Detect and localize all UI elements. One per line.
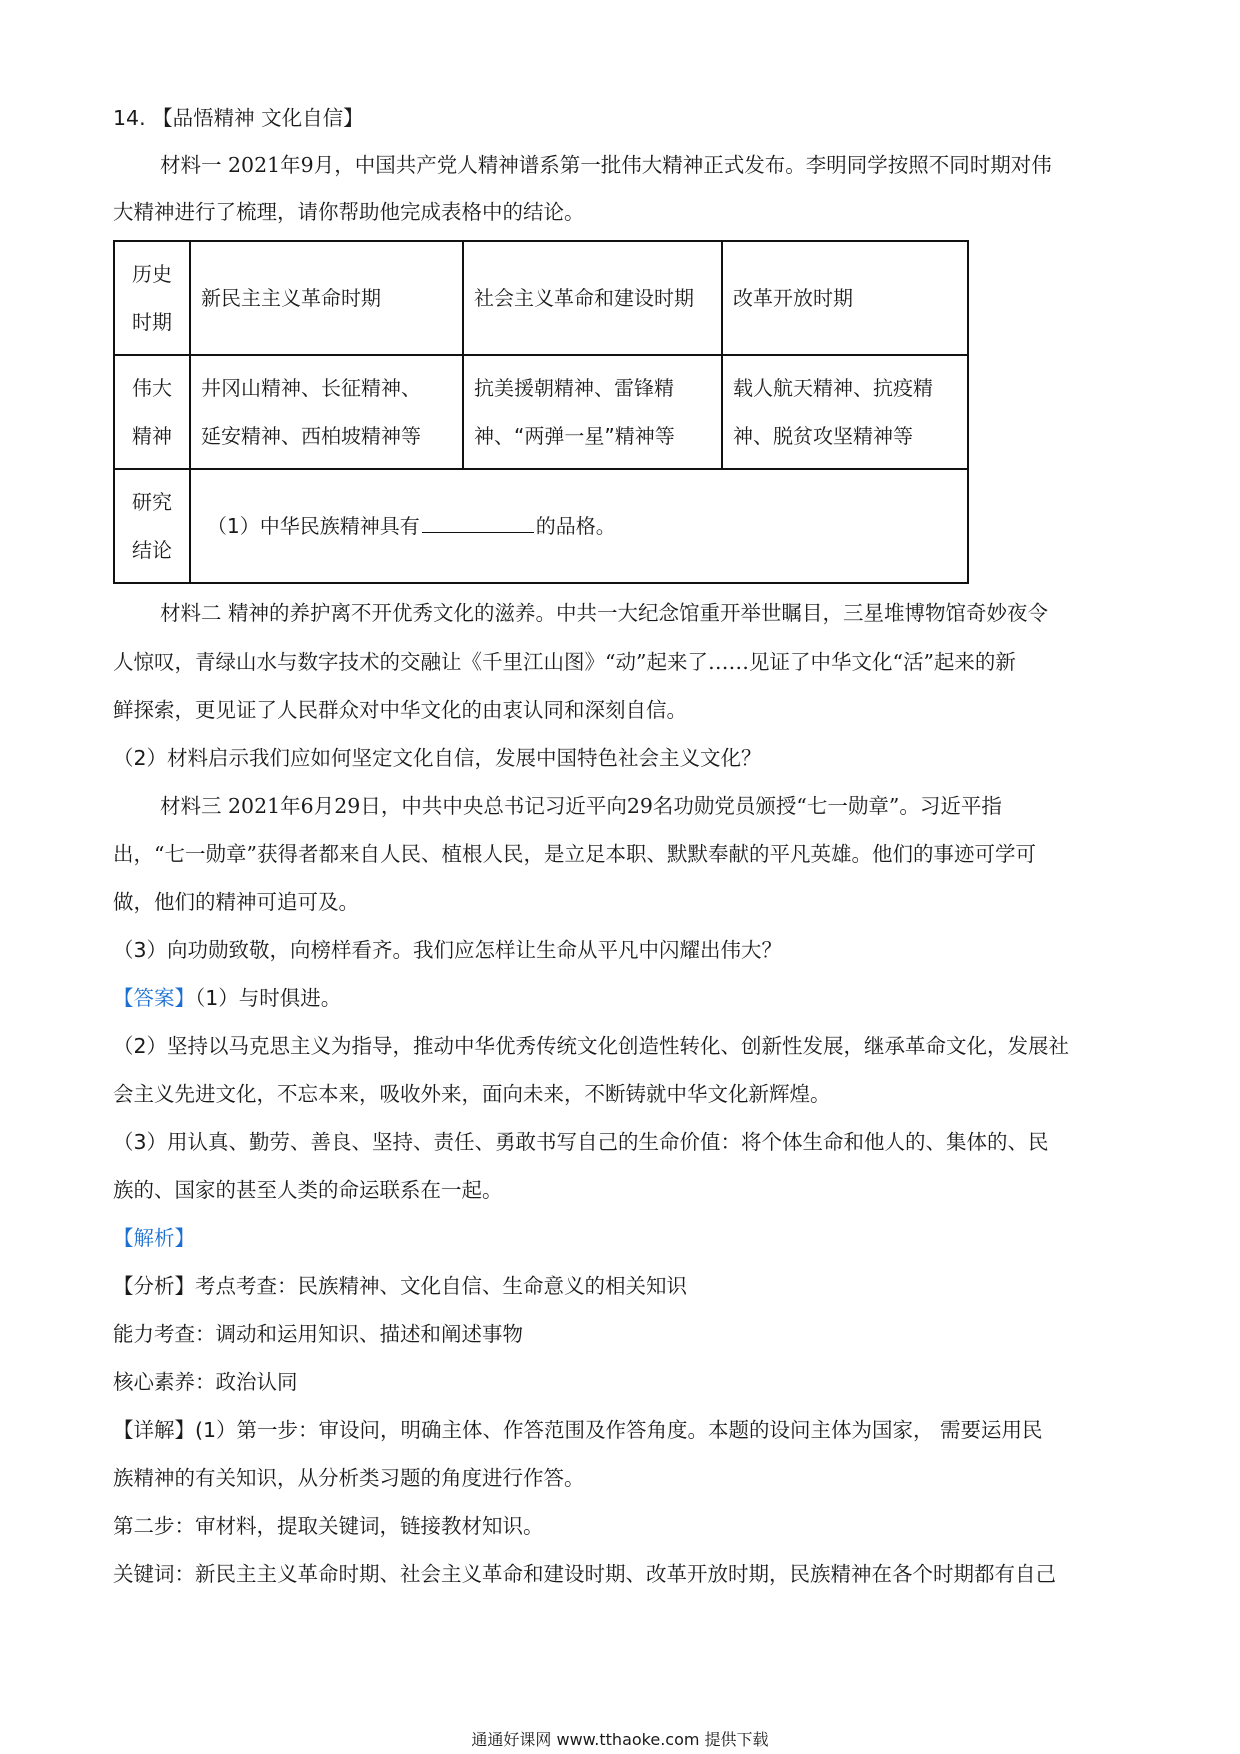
analysis-step2: 第二步：审材料，提取关键词，链接教材知识。 bbox=[113, 1514, 544, 1538]
conclusion-text: 的品格。 bbox=[535, 514, 616, 538]
table-row bbox=[114, 469, 968, 583]
page-footer: 通通好课网 www.tthaoke.com 提供下载 bbox=[471, 1730, 769, 1749]
analysis-literacy: 核心素养：政治认同 bbox=[113, 1370, 298, 1394]
table-row bbox=[114, 355, 968, 469]
answer-2-line2: 会主义先进文化，不忘本来，吸收外来，面向未来，不断铸就中华文化新辉煌。 bbox=[113, 1082, 831, 1106]
material3-line3: 做，他们的精神可追可及。 bbox=[113, 890, 359, 914]
table-row-header bbox=[114, 241, 190, 355]
answer-label: 【答案】 bbox=[113, 986, 195, 1010]
header-text: 时期 bbox=[132, 310, 172, 334]
analysis-ability: 能力考查：调动和运用知识、描述和阐述事物 bbox=[113, 1322, 523, 1346]
answer-blank bbox=[422, 510, 534, 533]
cell-text: 载人航天精神、抗疫精 bbox=[733, 376, 933, 400]
cell-text: 神、“两弹一星”精神等 bbox=[474, 424, 675, 448]
question-3: （3）向功勋致敬，向榜样看齐。我们应怎样让生命从平凡中闪耀出伟大？ bbox=[113, 938, 783, 962]
table-cell bbox=[190, 355, 463, 469]
material3-line1: 材料三 2021年6月29日，中共中央总书记习近平向29名功勋党员颁授“七一勋章”。习近平指 bbox=[160, 794, 1002, 818]
table-cell bbox=[722, 355, 968, 469]
table-cell bbox=[463, 355, 722, 469]
answer-2-line1: （2）坚持以马克思主义为指导，推动中华优秀传统文化创造性转化、创新性发展，继承革命文化，发展社 bbox=[113, 1034, 1070, 1058]
analysis-keywords: 关键词：新民主主义革命时期、社会主义革命和建设时期、改革开放时期，民族精神在各个时期都有自己 bbox=[113, 1562, 1056, 1586]
material1-line2: 大精神进行了梳理，请你帮助他完成表格中的结论。 bbox=[113, 200, 585, 224]
header-text: 精神 bbox=[132, 424, 172, 448]
analysis-fenxi: 【分析】考点考查：民族精神、文化自信、生命意义的相关知识 bbox=[113, 1274, 687, 1298]
answer-1: （1）与时俱进。 bbox=[195, 986, 342, 1010]
material2-line3: 鲜探索，更见证了人民群众对中华文化的由衷认同和深刻自信。 bbox=[113, 698, 687, 722]
answer-line1 bbox=[113, 983, 341, 1013]
cell-text: 井冈山精神、长征精神、 bbox=[201, 376, 421, 400]
table-cell: 改革开放时期 bbox=[722, 241, 968, 355]
table-row-header bbox=[114, 469, 190, 583]
material2-line2: 人惊叹，青绿山水与数字技术的交融让《千里江山图》“动”起来了……见证了中华文化“活”起来的新 bbox=[113, 650, 1016, 674]
material1-line1: 材料一 2021年9月，中国共产党人精神谱系第一批伟大精神正式发布。李明同学按照不同时期对伟 bbox=[160, 153, 1052, 177]
table-cell: 新民主主义革命时期 bbox=[190, 241, 463, 355]
cell-text: 抗美援朝精神、雷锋精 bbox=[474, 376, 674, 400]
table-cell: 社会主义革命和建设时期 bbox=[463, 241, 722, 355]
cell-text: 延安精神、西柏坡精神等 bbox=[201, 424, 421, 448]
material3-line2: 出，“七一勋章”获得者都来自人民、植根人民，是立足本职、默默奉献的平凡英雄。他们的事迹可学可 bbox=[113, 842, 1036, 866]
header-text: 研究 bbox=[132, 490, 172, 514]
cell-text: 神、脱贫攻坚精神等 bbox=[733, 424, 913, 448]
question-title: 14. 【品悟精神 文化自信】 bbox=[113, 106, 364, 130]
analysis-detail-line2: 族精神的有关知识，从分析类习题的角度进行作答。 bbox=[113, 1466, 585, 1490]
spirit-table bbox=[113, 240, 969, 584]
answer-3-line2: 族的、国家的甚至人类的命运联系在一起。 bbox=[113, 1178, 503, 1202]
answer-3-line1: （3）用认真、勤劳、善良、坚持、责任、勇敢书写自己的生命价值：将个体生命和他人的、集体的、民 bbox=[113, 1130, 1049, 1154]
analysis-detail-line1: 【详解】(1）第一步：审设问，明确主体、作答范围及作答角度。本题的设问主体为国家， 需要运用民 bbox=[113, 1418, 1043, 1442]
conclusion-cell bbox=[190, 469, 968, 583]
header-text: 伟大 bbox=[132, 376, 172, 400]
material2-line1: 材料二 精神的养护离不开优秀文化的滋养。中共一大纪念馆重开举世瞩目，三星堆博物馆奇妙夜令 bbox=[160, 601, 1049, 625]
analysis-label: 【解析】 bbox=[113, 1226, 195, 1250]
header-text: 历史 bbox=[132, 262, 172, 286]
question-2: （2）材料启示我们应如何坚定文化自信，发展中国特色社会主义文化？ bbox=[113, 746, 762, 770]
table-row-header bbox=[114, 355, 190, 469]
table-row bbox=[114, 241, 968, 355]
conclusion-text: （1）中华民族精神具有 bbox=[207, 514, 420, 538]
header-text: 结论 bbox=[132, 538, 172, 562]
